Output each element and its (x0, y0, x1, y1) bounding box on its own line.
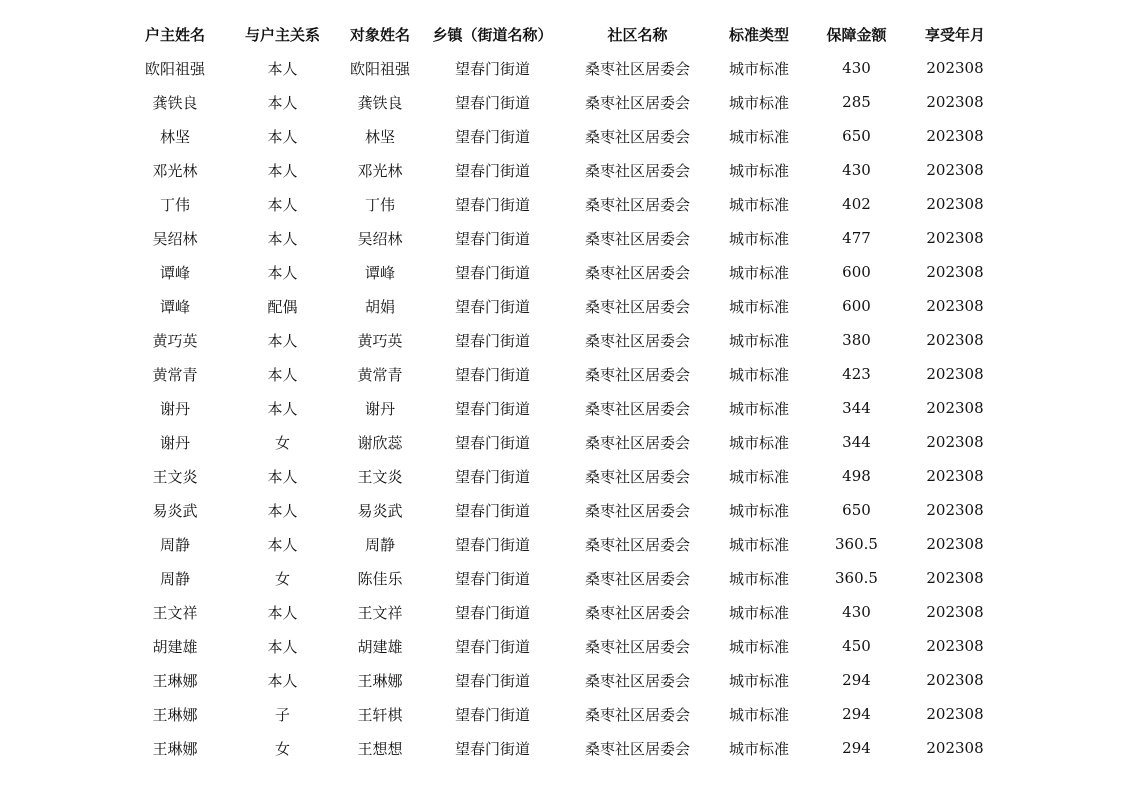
cell-recipient-name: 龚铁良 (357, 93, 403, 112)
cell-standard-type: 城市标准 (728, 535, 789, 554)
cell-recipient-name: 胡建雄 (357, 637, 403, 656)
cell-community: 桑枣社区居委会 (584, 263, 690, 282)
cell-recipient-name: 邓光林 (357, 161, 403, 180)
cell-standard-type: 城市标准 (728, 297, 789, 316)
cell-standard-type: 城市标准 (728, 161, 789, 180)
header-recipient-name: 对象姓名 (349, 25, 410, 44)
table-row (120, 595, 1000, 629)
cell-household-head: 王文祥 (152, 603, 198, 622)
cell-month: 202308 (926, 229, 984, 247)
cell-recipient-name: 吴绍林 (357, 229, 403, 248)
cell-amount: 294 (842, 705, 871, 723)
table-row (120, 731, 1000, 765)
cell-community: 桑枣社区居委会 (584, 501, 690, 520)
cell-household-head: 王文炎 (152, 467, 198, 486)
cell-recipient-name: 林坚 (364, 127, 395, 146)
header-amount: 保障金额 (826, 25, 887, 44)
cell-relationship: 配偶 (267, 297, 298, 316)
cell-standard-type: 城市标准 (728, 637, 789, 656)
cell-month: 202308 (926, 399, 984, 417)
cell-relationship: 本人 (267, 263, 298, 282)
cell-street: 望春门街道 (454, 433, 530, 452)
cell-standard-type: 城市标准 (728, 569, 789, 588)
cell-community: 桑枣社区居委会 (584, 705, 690, 724)
cell-street: 望春门街道 (454, 297, 530, 316)
cell-household-head: 欧阳祖强 (144, 59, 205, 78)
cell-recipient-name: 谭峰 (364, 263, 395, 282)
cell-street: 望春门街道 (454, 671, 530, 690)
cell-street: 望春门街道 (454, 399, 530, 418)
cell-relationship: 本人 (267, 161, 298, 180)
cell-standard-type: 城市标准 (728, 501, 789, 520)
cell-community: 桑枣社区居委会 (584, 739, 690, 758)
header-relationship: 与户主关系 (244, 25, 320, 44)
cell-recipient-name: 欧阳祖强 (349, 59, 410, 78)
cell-standard-type: 城市标准 (728, 433, 789, 452)
table-row (120, 153, 1000, 187)
cell-household-head: 王琳娜 (152, 705, 198, 724)
cell-street: 望春门街道 (454, 93, 530, 112)
table-row (120, 493, 1000, 527)
cell-relationship: 本人 (267, 229, 298, 248)
cell-community: 桑枣社区居委会 (584, 467, 690, 486)
table-row (120, 663, 1000, 697)
header-street: 乡镇（街道名称） (432, 25, 553, 44)
table-row (120, 187, 1000, 221)
table-row (120, 323, 1000, 357)
table-row (120, 85, 1000, 119)
cell-household-head: 胡建雄 (152, 637, 198, 656)
table-row (120, 629, 1000, 663)
cell-household-head: 丁伟 (159, 195, 190, 214)
table-row (120, 391, 1000, 425)
cell-month: 202308 (926, 705, 984, 723)
cell-relationship: 本人 (267, 331, 298, 350)
cell-community: 桑枣社区居委会 (584, 195, 690, 214)
cell-month: 202308 (926, 467, 984, 485)
table-row (120, 561, 1000, 595)
cell-household-head: 邓光林 (152, 161, 198, 180)
cell-street: 望春门街道 (454, 331, 530, 350)
cell-street: 望春门街道 (454, 705, 530, 724)
cell-standard-type: 城市标准 (728, 365, 789, 384)
cell-community: 桑枣社区居委会 (584, 93, 690, 112)
cell-household-head: 谢丹 (159, 433, 190, 452)
cell-relationship: 女 (274, 569, 290, 588)
cell-month: 202308 (926, 59, 984, 77)
cell-household-head: 龚铁良 (152, 93, 198, 112)
table-body (120, 51, 1000, 765)
cell-recipient-name: 丁伟 (364, 195, 395, 214)
cell-month: 202308 (926, 161, 984, 179)
table-row (120, 51, 1000, 85)
cell-recipient-name: 王想想 (357, 739, 403, 758)
cell-month: 202308 (926, 535, 984, 553)
cell-household-head: 王琳娜 (152, 671, 198, 690)
cell-street: 望春门街道 (454, 161, 530, 180)
cell-household-head: 周静 (159, 569, 190, 588)
cell-household-head: 林坚 (159, 127, 190, 146)
cell-street: 望春门街道 (454, 739, 530, 758)
cell-community: 桑枣社区居委会 (584, 297, 690, 316)
cell-community: 桑枣社区居委会 (584, 161, 690, 180)
cell-month: 202308 (926, 671, 984, 689)
cell-month: 202308 (926, 433, 984, 451)
cell-street: 望春门街道 (454, 467, 530, 486)
cell-standard-type: 城市标准 (728, 229, 789, 248)
cell-recipient-name: 胡娟 (364, 297, 395, 316)
cell-relationship: 女 (274, 433, 290, 452)
cell-standard-type: 城市标准 (728, 603, 789, 622)
cell-standard-type: 城市标准 (728, 705, 789, 724)
cell-household-head: 周静 (159, 535, 190, 554)
cell-recipient-name: 王轩棋 (357, 705, 403, 724)
cell-amount: 650 (842, 127, 871, 145)
cell-recipient-name: 谢丹 (364, 399, 395, 418)
cell-relationship: 本人 (267, 603, 298, 622)
table-row (120, 255, 1000, 289)
cell-month: 202308 (926, 127, 984, 145)
cell-relationship: 本人 (267, 93, 298, 112)
cell-household-head: 吴绍林 (152, 229, 198, 248)
cell-recipient-name: 易炎武 (357, 501, 403, 520)
cell-standard-type: 城市标准 (728, 467, 789, 486)
header-row (120, 17, 1000, 51)
cell-relationship: 女 (274, 739, 290, 758)
cell-amount: 430 (842, 603, 871, 621)
cell-amount: 402 (842, 195, 871, 213)
cell-community: 桑枣社区居委会 (584, 433, 690, 452)
cell-community: 桑枣社区居委会 (584, 127, 690, 146)
cell-amount: 294 (842, 739, 871, 757)
table-header (120, 17, 1000, 51)
cell-amount: 498 (842, 467, 871, 485)
cell-relationship: 本人 (267, 59, 298, 78)
cell-standard-type: 城市标准 (728, 671, 789, 690)
table-row (120, 119, 1000, 153)
cell-street: 望春门街道 (454, 501, 530, 520)
cell-community: 桑枣社区居委会 (584, 59, 690, 78)
cell-community: 桑枣社区居委会 (584, 535, 690, 554)
table-row (120, 425, 1000, 459)
cell-month: 202308 (926, 331, 984, 349)
cell-community: 桑枣社区居委会 (584, 569, 690, 588)
header-community: 社区名称 (607, 25, 668, 44)
cell-household-head: 黄常青 (152, 365, 198, 384)
cell-standard-type: 城市标准 (728, 739, 789, 758)
cell-household-head: 易炎武 (152, 501, 198, 520)
cell-street: 望春门街道 (454, 569, 530, 588)
cell-amount: 430 (842, 161, 871, 179)
cell-month: 202308 (926, 603, 984, 621)
cell-standard-type: 城市标准 (728, 93, 789, 112)
cell-month: 202308 (926, 739, 984, 757)
cell-standard-type: 城市标准 (728, 331, 789, 350)
cell-relationship: 本人 (267, 127, 298, 146)
cell-amount: 285 (842, 93, 871, 111)
cell-standard-type: 城市标准 (728, 399, 789, 418)
cell-street: 望春门街道 (454, 59, 530, 78)
table-row (120, 459, 1000, 493)
table-row (120, 527, 1000, 561)
cell-relationship: 本人 (267, 195, 298, 214)
cell-recipient-name: 谢欣蕊 (357, 433, 403, 452)
cell-community: 桑枣社区居委会 (584, 331, 690, 350)
cell-relationship: 本人 (267, 535, 298, 554)
cell-amount: 360.5 (835, 569, 878, 587)
cell-month: 202308 (926, 93, 984, 111)
cell-street: 望春门街道 (454, 127, 530, 146)
cell-month: 202308 (926, 263, 984, 281)
cell-recipient-name: 黄常青 (357, 365, 403, 384)
cell-street: 望春门街道 (454, 365, 530, 384)
header-household-head: 户主姓名 (144, 25, 205, 44)
cell-relationship: 本人 (267, 501, 298, 520)
cell-household-head: 谭峰 (159, 297, 190, 316)
cell-community: 桑枣社区居委会 (584, 637, 690, 656)
cell-community: 桑枣社区居委会 (584, 603, 690, 622)
cell-amount: 600 (842, 263, 871, 281)
cell-amount: 423 (842, 365, 871, 383)
header-month: 享受年月 (924, 25, 985, 44)
cell-month: 202308 (926, 569, 984, 587)
table-row (120, 357, 1000, 391)
table-row (120, 289, 1000, 323)
cell-household-head: 谭峰 (159, 263, 190, 282)
cell-street: 望春门街道 (454, 637, 530, 656)
cell-amount: 477 (842, 229, 871, 247)
cell-community: 桑枣社区居委会 (584, 399, 690, 418)
cell-month: 202308 (926, 501, 984, 519)
cell-household-head: 王琳娜 (152, 739, 198, 758)
cell-household-head: 黄巧英 (152, 331, 198, 350)
cell-standard-type: 城市标准 (728, 127, 789, 146)
cell-household-head: 谢丹 (159, 399, 190, 418)
document-sheet (120, 17, 1000, 765)
cell-recipient-name: 王琳娜 (357, 671, 403, 690)
cell-amount: 360.5 (835, 535, 878, 553)
cell-relationship: 本人 (267, 467, 298, 486)
cell-amount: 344 (842, 433, 871, 451)
cell-relationship: 本人 (267, 365, 298, 384)
cell-month: 202308 (926, 195, 984, 213)
cell-community: 桑枣社区居委会 (584, 365, 690, 384)
cell-month: 202308 (926, 297, 984, 315)
cell-street: 望春门街道 (454, 263, 530, 282)
cell-community: 桑枣社区居委会 (584, 671, 690, 690)
cell-standard-type: 城市标准 (728, 59, 789, 78)
cell-amount: 650 (842, 501, 871, 519)
cell-street: 望春门街道 (454, 603, 530, 622)
cell-recipient-name: 王文祥 (357, 603, 403, 622)
cell-street: 望春门街道 (454, 229, 530, 248)
cell-relationship: 本人 (267, 399, 298, 418)
cell-amount: 600 (842, 297, 871, 315)
benefit-table (120, 17, 1000, 765)
cell-recipient-name: 周静 (364, 535, 395, 554)
cell-amount: 344 (842, 399, 871, 417)
cell-community: 桑枣社区居委会 (584, 229, 690, 248)
cell-street: 望春门街道 (454, 195, 530, 214)
cell-amount: 380 (842, 331, 871, 349)
cell-relationship: 本人 (267, 637, 298, 656)
cell-relationship: 子 (274, 705, 290, 724)
cell-standard-type: 城市标准 (728, 263, 789, 282)
cell-street: 望春门街道 (454, 535, 530, 554)
cell-amount: 294 (842, 671, 871, 689)
cell-month: 202308 (926, 365, 984, 383)
header-standard-type: 标准类型 (728, 25, 789, 44)
cell-recipient-name: 陈佳乐 (357, 569, 403, 588)
cell-recipient-name: 王文炎 (357, 467, 403, 486)
cell-standard-type: 城市标准 (728, 195, 789, 214)
table-row (120, 221, 1000, 255)
cell-month: 202308 (926, 637, 984, 655)
cell-recipient-name: 黄巧英 (357, 331, 403, 350)
table-row (120, 697, 1000, 731)
cell-relationship: 本人 (267, 671, 298, 690)
cell-amount: 450 (842, 637, 871, 655)
cell-amount: 430 (842, 59, 871, 77)
